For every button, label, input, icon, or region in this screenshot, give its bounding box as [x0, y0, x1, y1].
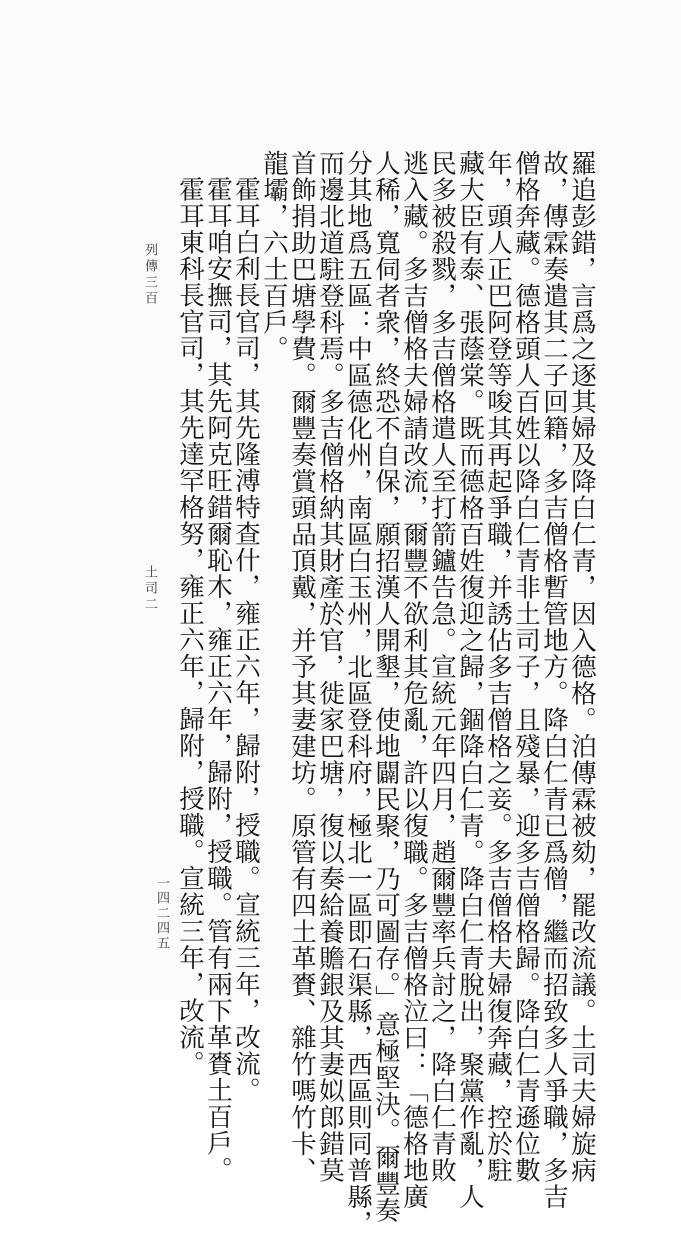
- text-column-12: 龍壩，六土百戶。: [259, 150, 289, 362]
- text-column-7: 逃入藏。多吉僧格夫婦請改流，爾豐不欲利其危亂，許以復職。多吉僧格泣曰：「德格地廣: [399, 150, 429, 1210]
- text-column-14: 霍耳咱安撫司，其先阿克旺錯爾恥木，雍正六年，歸附，授職。管有兩下革賚土百戶。: [203, 176, 233, 1183]
- running-head-section: 土司二: [142, 565, 157, 613]
- text-column-13: 霍耳白利長官司，其先隆溥特查什，雍正六年，歸附，授職。宣統三年，改流。: [231, 176, 261, 1104]
- text-column-3: 僧格奔藏。德格頭人百姓以降白仁青非土司子，且殘暴，迎多吉僧格歸。降白仁青遜位數: [511, 150, 541, 1184]
- text-column-2: 故，傳霖奏遣其二子回籍，多吉僧格暫管地方。降白仁青已爲僧，繼而招致多人爭職，多吉: [539, 150, 569, 1210]
- text-column-11: 首飾捐助巴塘學費。爾豐奏賞頭品頂戴，并予其妻建坊。原管有四土革賚、雜竹嗎竹卡、: [287, 150, 317, 1184]
- text-column-1: 羅追彭錯，言爲之逐其婦及降白仁青，因入德格。泊傳霖被劾，罷改流議。土司夫婦旋病: [567, 150, 597, 1184]
- text-column-15: 霍耳東科長官司，其先達罕格努，雍正六年，歸附，授職。宣統三年，改流。: [175, 176, 205, 1077]
- text-column-8: 人稀，寬伺者衆，終恐不自保，願招漢人開墾，使地闢民聚，乃可圖存。」意極堅決。爾豐奏: [371, 150, 401, 1224]
- text-column-5: 藏大臣有泰、張蔭棠。既而德格百姓復迎之歸，錮降白仁青。降白仁青脫出，聚黨作亂，人: [455, 150, 485, 1210]
- text-column-4: 年，頭人正巴阿登等唆其再起爭職，并誘佔多吉僧格之妾。多吉僧格夫婦復奔藏，控於駐: [483, 150, 513, 1184]
- text-column-10: 而邊北道駐登科焉。多吉僧格納其財產於官，徙家巴塘，復以奏給養贍銀及其妻姒郎錯莫: [315, 150, 345, 1184]
- text-column-9: 分其地爲五區：中區德化州，南區白玉州，北區登科府，極北一區即石渠縣，西區則同普縣，: [343, 150, 373, 1237]
- text-column-6: 民多被殺戮，多吉僧格遣人至打箭鑪告急。宣統元年四月，趙爾豐率兵討之，降白仁青敗: [427, 150, 457, 1184]
- running-head-chapter: 列傳三百: [142, 243, 157, 307]
- page-number: 一四二四五: [154, 876, 169, 951]
